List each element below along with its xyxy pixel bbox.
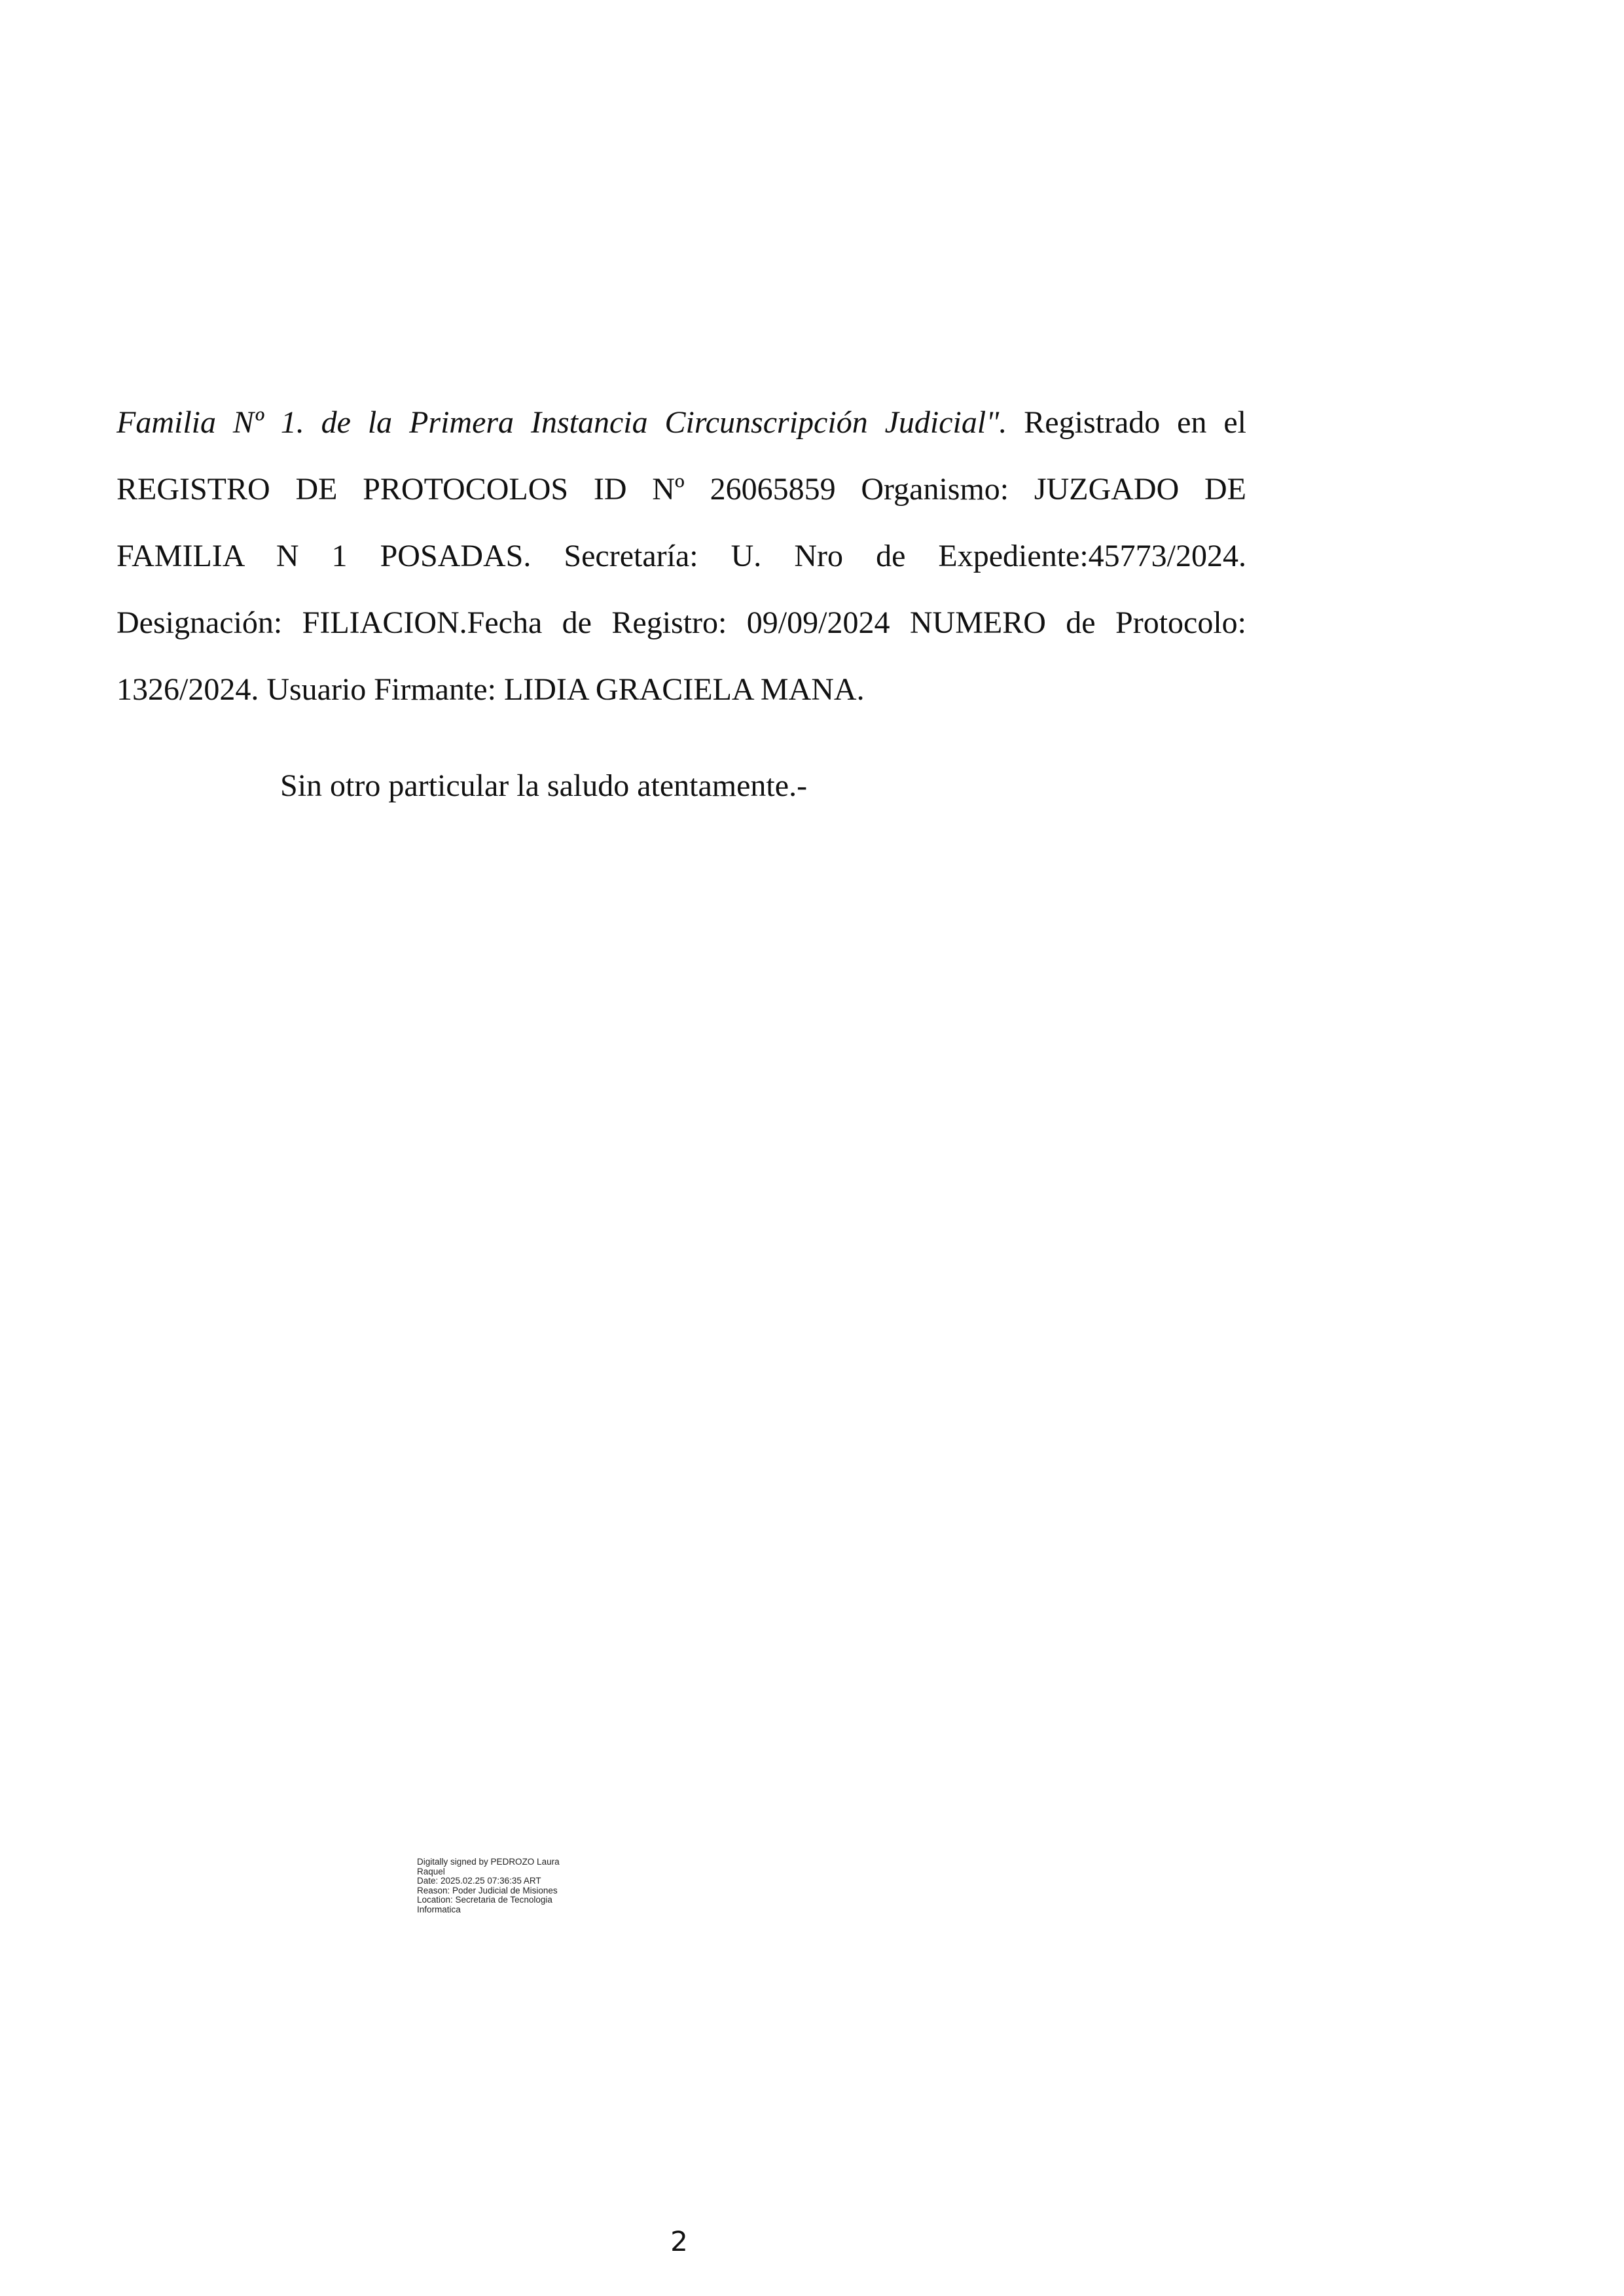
closing-salutation: Sin otro particular la saludo atentamente.- [280,768,808,803]
signature-line: Digitally signed by PEDROZO Laura [417,1857,560,1867]
paragraph-line-text: Designación: FILIACION.Fecha de Registro: 09/09/2024 NUMERO de Protocolo: [117,605,1246,640]
paragraph-line [117,456,1246,523]
paragraph-line [117,389,1246,456]
paragraph-line [117,523,1246,590]
paragraph-line-text: 1326/2024. Usuario Firmante: LIDIA GRACIELA MANA. [117,672,865,707]
paragraph-line [117,590,1246,656]
digital-signature-block [417,1857,613,1914]
signature-line: Location: Secretaria de Tecnologia [417,1895,552,1905]
body-paragraph [117,389,1246,723]
court-name-italic: Familia Nº 1. de la Primera Instancia Circunscripción Judicial". [117,405,1007,440]
page-number: 2 [670,2225,688,2257]
paragraph-line-text: FAMILIA N 1 POSADAS. Secretaría: U. Nro de Expediente:45773/2024. [117,539,1246,573]
signature-line: Raquel [417,1866,445,1876]
paragraph-line-text: REGISTRO DE PROTOCOLOS ID Nº 26065859 Organismo: JUZGADO DE [117,472,1246,507]
signature-line: Date: 2025.02.25 07:36:35 ART [417,1876,541,1886]
paragraph-line [117,656,1246,723]
signature-line: Reason: Poder Judicial de Misiones [417,1885,558,1895]
signature-line: Informatica [417,1904,461,1914]
paragraph-line-text: Registrado en el [1007,405,1246,440]
